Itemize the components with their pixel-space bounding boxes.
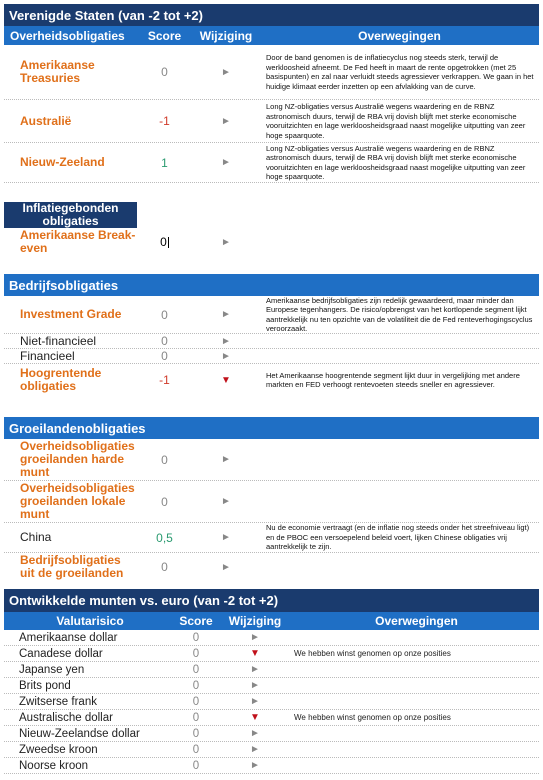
inflation-section — [4, 202, 539, 256]
us-section-title: Verenigde Staten (van -2 tot +2) — [4, 4, 539, 26]
table-row — [4, 228, 539, 256]
right-arrow-icon: ► — [221, 66, 231, 78]
table-row — [4, 678, 539, 694]
row-name: Brits pond — [19, 679, 71, 692]
row-score: 0,5 — [156, 530, 173, 545]
us-section — [4, 4, 539, 183]
col-header-score: Score — [147, 28, 182, 43]
row-score: 0 — [192, 743, 200, 756]
corporate-section-title: Bedrijfsobligaties — [4, 274, 539, 296]
right-arrow-icon: ► — [221, 309, 231, 320]
fx-section-title: Ontwikkelde munten vs. euro (van -2 tot +2) — [4, 589, 539, 612]
table-row — [4, 100, 539, 143]
row-name: Australische dollar — [19, 711, 113, 724]
us-table-header — [4, 26, 539, 45]
score-input[interactable]: 0 — [160, 235, 167, 249]
right-arrow-icon: ► — [250, 696, 260, 707]
row-comment: We hebben winst genomen op onze posities — [294, 713, 451, 722]
right-arrow-icon: ► — [221, 561, 231, 573]
table-row — [4, 646, 539, 662]
col-header-name: Valutarisico — [56, 614, 124, 628]
table-row — [4, 694, 539, 710]
row-name: Zwitserse frank — [19, 695, 97, 708]
col-header-name: Overheidsobligaties — [10, 28, 125, 43]
row-score: 0 — [161, 65, 168, 79]
right-arrow-icon: ► — [221, 496, 231, 507]
row-score: 0 — [161, 349, 168, 363]
row-name: Japanse yen — [19, 663, 85, 676]
row-comment: Long NZ-obligaties versus Australië wegens waardering en de RBNZ astronomisch duurs, terwijl de RBA vrij dovish blijft met sterke economische vooruitzichten en lage werkloosheidsgraad naast mogelijke uitputting van zeer hoge spaarquote. — [266, 143, 526, 181]
row-name: Amerikaanse Treasuries — [20, 58, 95, 85]
table-row — [4, 710, 539, 726]
table-row — [4, 481, 539, 523]
row-name: Nieuw-Zeeland — [20, 155, 105, 169]
row-name: Hoogrentende obligaties — [20, 366, 102, 393]
col-header-change: Wijziging — [199, 28, 253, 43]
inflation-section-title: Inflatiegebonden obligaties — [4, 202, 137, 228]
down-arrow-icon: ▼ — [250, 712, 260, 723]
row-score: 0 — [192, 679, 200, 692]
row-name: Niet-financieel — [20, 333, 97, 348]
row-name: Bedrijfsobligaties uit de groeilanden — [20, 553, 124, 580]
fx-table-header — [4, 612, 539, 630]
row-score: 1 — [161, 155, 168, 170]
right-arrow-icon: ► — [250, 632, 260, 643]
row-name: Amerikaanse dollar — [19, 631, 118, 644]
row-comment: Het Amerikaanse hoogrentende segment lijkt duur in vergelijking met andere markten en FED verhoogt rentevoeten steeds sneller en agressiever. — [266, 370, 520, 389]
right-arrow-icon: ► — [250, 728, 260, 739]
table-row — [4, 45, 539, 100]
col-header-score: Score — [179, 614, 213, 628]
table-row — [4, 296, 539, 334]
row-score: 0 — [161, 307, 168, 322]
right-arrow-icon: ► — [250, 680, 260, 691]
down-arrow-icon: ▼ — [221, 374, 231, 386]
table-row — [4, 553, 539, 581]
right-arrow-icon: ► — [221, 350, 231, 362]
row-score: -1 — [159, 114, 170, 128]
row-score: 0 — [192, 663, 200, 676]
row-score: 0 — [161, 494, 168, 509]
col-header-comment: Overwegingen — [358, 28, 441, 43]
row-name: Australië — [20, 113, 72, 128]
row-comment: Door de band genomen is de inflatiecyclus nog steeds sterk, terwijl de werkloosheid afneemt. De Fed heeft in maart de rente opgetrokken (met 25 basispunten) en zal naar verluidt steeds agressiever verkrappen. We gaan in het huidige klimaat eerder inzetten op een afvlakking van de curve. — [266, 53, 534, 91]
row-score: 0 — [192, 647, 200, 660]
row-name: Amerikaanse Break-even — [20, 228, 136, 255]
right-arrow-icon: ► — [250, 744, 260, 755]
col-header-comment: Overwegingen — [375, 614, 458, 628]
em-section — [4, 417, 539, 581]
row-name: Overheidsobligaties groeilanden lokale munt — [20, 481, 135, 521]
table-row — [4, 364, 539, 396]
row-score: 0 — [161, 334, 168, 348]
row-name: Zweedse kroon — [19, 743, 98, 756]
row-score: 0 — [192, 727, 200, 740]
row-score: 0 — [161, 560, 168, 574]
row-comment: We hebben winst genomen op onze posities — [294, 649, 451, 658]
table-row — [4, 662, 539, 678]
row-name: Overheidsobligaties groeilanden harde munt — [20, 439, 135, 479]
right-arrow-icon: ► — [221, 335, 231, 347]
table-row — [4, 439, 539, 481]
right-arrow-icon: ► — [221, 115, 231, 127]
right-arrow-icon: ► — [221, 532, 231, 543]
row-name: Noorse kroon — [19, 759, 89, 772]
row-score: 0 — [192, 631, 200, 644]
table-row — [4, 523, 539, 553]
right-arrow-icon: ► — [221, 454, 231, 465]
row-comment: Nu de economie vertraagt (en de inflatie nog steeds onder het streefniveau ligt) en de PBOC een versoepelend beleid voert, lijken Chinese obligaties vrij aantrekkelijk te zijn. — [266, 523, 530, 552]
right-arrow-icon: ► — [221, 236, 231, 248]
row-name: Nieuw-Zeelandse dollar — [19, 727, 140, 740]
row-name: Financieel — [20, 348, 75, 363]
row-score: -1 — [159, 373, 170, 387]
table-row — [4, 349, 539, 364]
row-name: China — [20, 530, 52, 544]
fx-section — [4, 589, 539, 774]
em-section-title: Groeilandenobligaties — [4, 417, 539, 439]
row-score: 0 — [161, 452, 168, 467]
row-name: Canadese dollar — [19, 647, 103, 660]
table-row — [4, 742, 539, 758]
row-score: 0 — [192, 759, 200, 772]
right-arrow-icon: ► — [250, 664, 260, 675]
col-header-change: Wijziging — [228, 614, 282, 628]
corporate-section — [4, 274, 539, 396]
row-comment: Long NZ-obligaties versus Australië wegens waardering en de RBNZ astronomisch duurs, terwijl de RBA vrij dovish blijft met sterke economische vooruitzichten en lage werkloosheidsgraad naast mogelijke uitputting van zeer hoge spaarquote. — [266, 102, 526, 140]
text-cursor — [168, 237, 169, 248]
row-comment: Amerikaanse bedrijfsobligaties zijn redelijk gewaardeerd, maar minder dan Europese tegenhangers. De risico/opbrengst van het kortlopende segment lijkt aantrekkelijk nu ten opzichte van de volatiliteit die de Fed renteverhogingscyclus veroorzaakt. — [266, 295, 533, 333]
table-row — [4, 334, 539, 349]
table-row — [4, 143, 539, 183]
right-arrow-icon: ► — [250, 760, 260, 771]
table-row — [4, 726, 539, 742]
right-arrow-icon: ► — [221, 157, 231, 168]
down-arrow-icon: ▼ — [250, 648, 260, 659]
row-score: 0 — [192, 711, 200, 724]
table-row — [4, 630, 539, 646]
table-row — [4, 758, 539, 774]
row-score: 0 — [192, 695, 200, 708]
row-name: Investment Grade — [20, 307, 122, 321]
